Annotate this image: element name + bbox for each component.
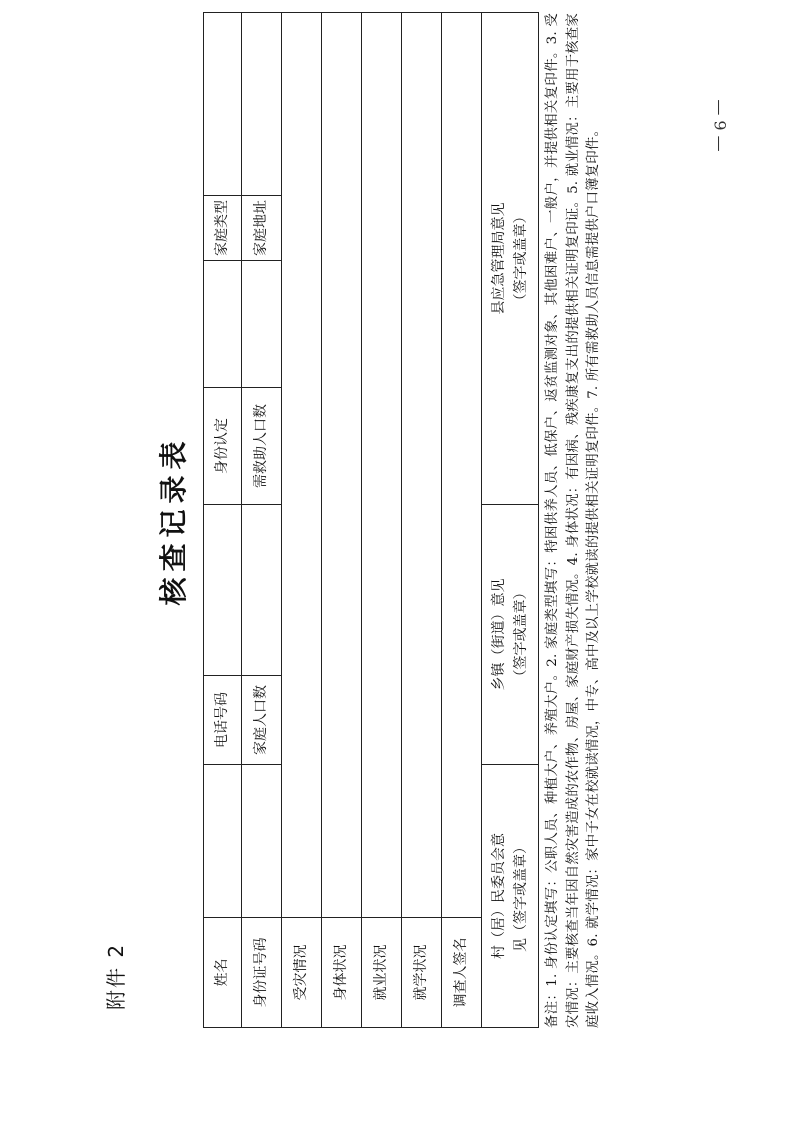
identity-label: 身份认定 (204, 388, 242, 505)
form-page (100, 13, 675, 1028)
table-row (242, 13, 282, 1028)
schooling-value[interactable] (402, 13, 442, 918)
name-label: 姓名 (204, 918, 242, 1028)
investigator-label: 调查人签名 (442, 918, 482, 1028)
county-opinion-label: 县应急管理局意见 （签字或盖章） (482, 13, 539, 505)
village-opinion-label: 村（居）民委员会意 见（签字或盖章） (482, 765, 539, 1028)
phone-value[interactable] (204, 505, 242, 676)
page-title: 核查记录表 (157, 435, 190, 606)
table-row (442, 13, 482, 1028)
schooling-label: 就学状况 (402, 918, 442, 1028)
identity-value[interactable] (204, 261, 242, 388)
remarks: 备注：1. 身份认定填写：公职人员、种植大户、养殖大户。2. 家庭类型填写：特困供养人员、低保户、返贫监测对象、其他困难户、一般户，并提供相关复印件。3. 受灾情况：主要核查当年因自然灾害造成的农作物、房屋、家庭财产损失情况。4. 身体状况：有因病、残疾康复支出的提供相关证明复印证。5. 就业情况：主要用于核查家庭收入情况。6. 就学情况：家中子女在校就读情况，中专、高中及以上学校就读的提供相关证明复印件。7. 所有需救助人员信息需提供户口簿复印件。 (545, 13, 601, 1028)
disaster-label: 受灾情况 (282, 918, 322, 1028)
annex-label: 附件 2 (104, 942, 128, 1010)
table-row (362, 13, 402, 1028)
family-type-value[interactable] (204, 13, 242, 196)
employment-label: 就业状况 (362, 918, 402, 1028)
aid-count-label: 需救助人口数 (242, 388, 282, 505)
family-size-value[interactable] (242, 505, 282, 676)
family-type-label: 家庭类型 (204, 196, 242, 261)
phone-label: 电话号码 (204, 676, 242, 765)
id-number-label: 身份证号码 (242, 918, 282, 1028)
address-value[interactable] (242, 13, 282, 196)
id-number-value[interactable] (242, 765, 282, 918)
table-row (204, 13, 242, 1028)
page-number: — 9 — (710, 98, 730, 152)
table-row (282, 13, 322, 1028)
employment-value[interactable] (362, 13, 402, 918)
inspection-record-table (203, 12, 539, 1028)
town-opinion-label: 乡镇（街道）意见 （签字或盖章） (482, 505, 539, 765)
table-row (482, 13, 539, 1028)
aid-count-value[interactable] (242, 261, 282, 388)
table-row (402, 13, 442, 1028)
family-size-label: 家庭人口数 (242, 676, 282, 765)
health-value[interactable] (322, 13, 362, 918)
address-label: 家庭地址 (242, 196, 282, 261)
name-value[interactable] (204, 765, 242, 918)
health-label: 身体状况 (322, 918, 362, 1028)
investigator-signature[interactable] (442, 13, 482, 918)
table-row (322, 13, 362, 1028)
disaster-value[interactable] (282, 13, 322, 918)
